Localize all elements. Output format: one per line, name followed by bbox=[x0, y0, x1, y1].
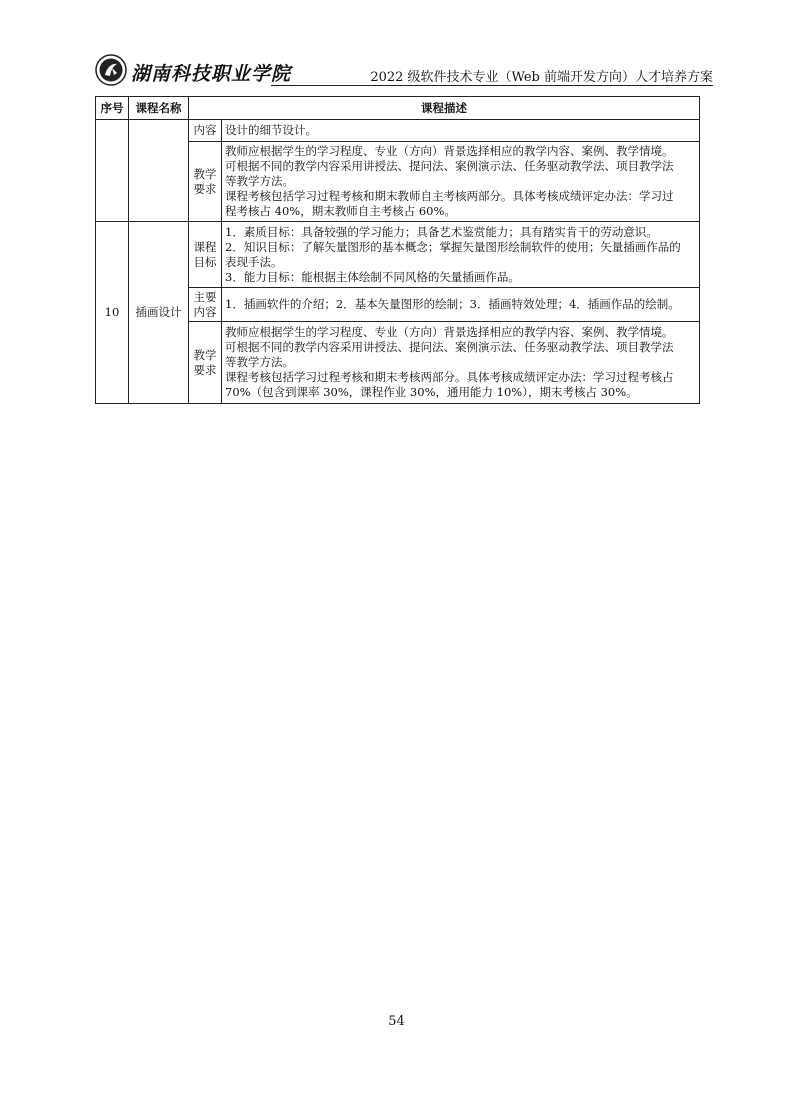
course-no: 10 bbox=[96, 222, 129, 404]
teaching-requirement-label: 教学 要求 bbox=[189, 322, 222, 404]
header-description: 课程描述 bbox=[189, 97, 700, 120]
prev-course-name-cell bbox=[129, 120, 189, 222]
course-goal-label: 课程 目标 bbox=[189, 222, 222, 288]
header-rule bbox=[271, 85, 713, 86]
prev-content-text: 设计的细节设计。 bbox=[222, 120, 700, 142]
page-number: 54 bbox=[388, 1014, 405, 1029]
main-content-label: 主要 内容 bbox=[189, 288, 222, 322]
course-goal-text: 1．素质目标：具备较强的学习能力；具备艺术鉴赏能力；具有踏实肯干的劳动意识。 2．知识目标：了解矢量图形的基本概念；掌握矢量图形绘制软件的使用；矢量插画作品的 表现手法。 3．能力目标：能根据主体绘制不同风格的矢量插画作品。 bbox=[222, 222, 700, 288]
course-description-table bbox=[95, 96, 700, 404]
header-course-name: 课程名称 bbox=[129, 97, 189, 120]
table-row bbox=[96, 222, 700, 288]
main-content-text: 1．插画软件的介绍；2．基本矢量图形的绘制；3．插画特效处理；4．插画作品的绘制。 bbox=[222, 288, 700, 322]
school-name: 湖南科技职业学院 bbox=[131, 63, 292, 85]
page-header bbox=[95, 52, 713, 88]
document-title: 2022 级软件技术专业（Web 前端开发方向）人才培养方案 bbox=[370, 70, 713, 85]
prev-content-label: 内容 bbox=[189, 120, 222, 142]
table-row bbox=[96, 120, 700, 142]
school-logo-icon bbox=[95, 54, 127, 86]
prev-requirement-label: 教学 要求 bbox=[189, 142, 222, 222]
prev-course-no-cell bbox=[96, 120, 129, 222]
prev-requirement-text: 教师应根据学生的学习程度、专业（方向）背景选择相应的教学内容、案例、教学情境。 可根据不同的教学内容采用讲授法、提问法、案例演示法、任务驱动教学法、项目教学法 等教学方法。 课程考核包括学习过程考核和期末教师自主考核两部分。具体考核成绩评定办法：学习过 程考核占 40%，期末教师自主考核占 60%。 bbox=[222, 142, 700, 222]
header-no: 序号 bbox=[96, 97, 129, 120]
course-name: 插画设计 bbox=[129, 222, 189, 404]
table-header-row bbox=[96, 97, 700, 120]
teaching-requirement-text: 教师应根据学生的学习程度、专业（方向）背景选择相应的教学内容、案例、教学情境。 可根据不同的教学内容采用讲授法、提问法、案例演示法、任务驱动教学法、项目教学法 等教学方法。 课程考核包括学习过程考核和期末考核两部分。具体考核成绩评定办法：学习过程考核占 70%（包含到课率 30%，课程作业 30%，通用能力 10%），期末考核占 30%。 bbox=[222, 322, 700, 404]
